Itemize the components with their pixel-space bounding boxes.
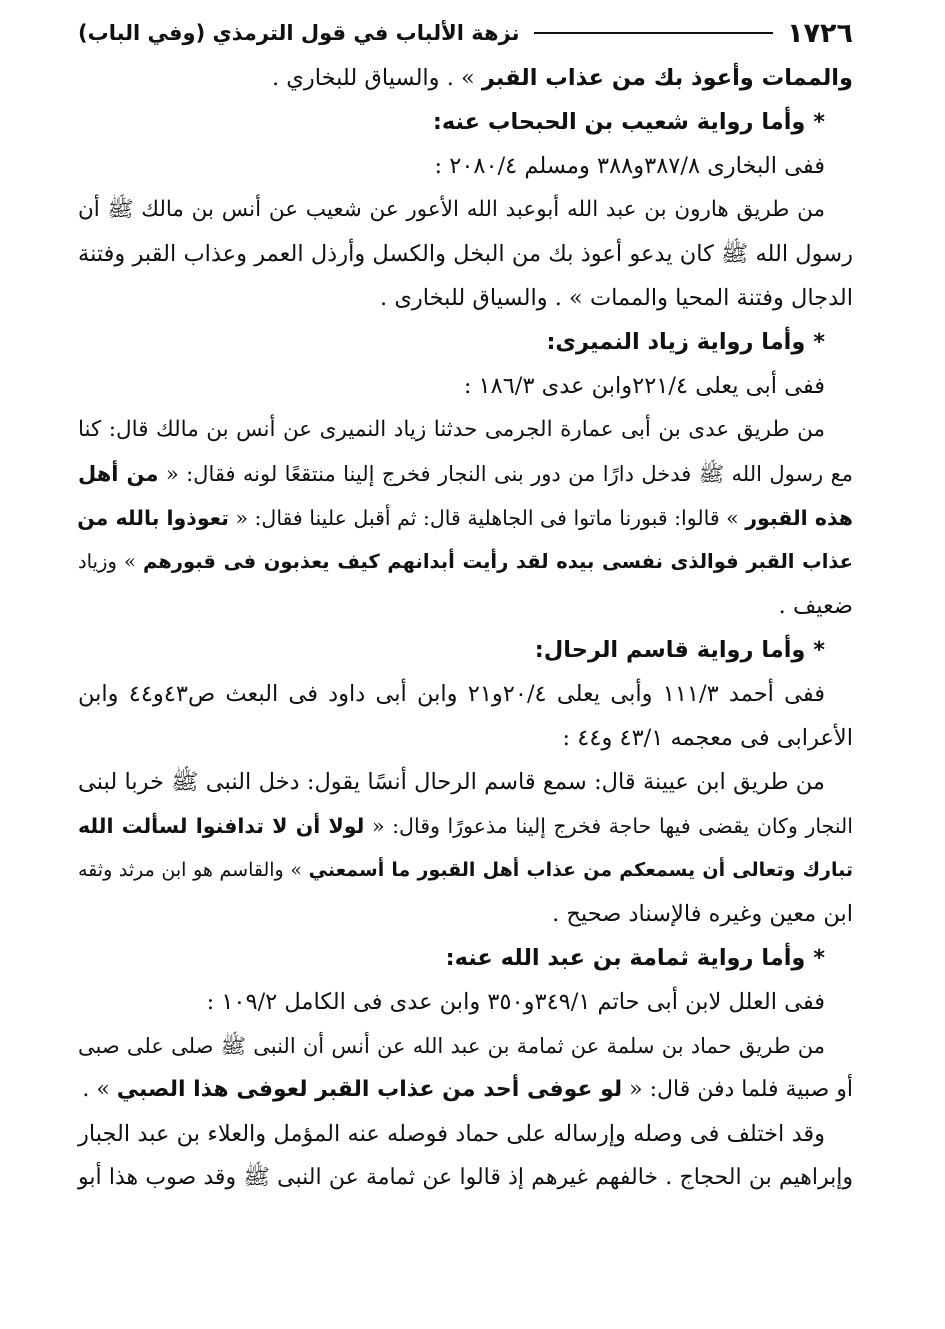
source-line [78,716,853,760]
section-heading [78,628,853,672]
plain-text: ففى البخارى ٣٨٧/٨و٣٨٨ ومسلم ٢٠٨٠/٤ : [434,153,825,179]
text-line [78,408,853,452]
plain-text: رسول الله ﷺ كان يدعو أعوذ بك من البخل والكسل وأرذل العمر وعذاب القبر وفتنة [78,241,853,267]
text-line [78,276,853,320]
plain-text: وقد اختلف فى وصله وإرساله على حماد فوصله عنه المؤمل والعلاء بن عبد الجبار [78,1121,825,1147]
plain-text: الأعرابى فى معجمه ٤٣/١ و٤٤ : [562,725,853,751]
source-line [78,364,853,408]
heading-text: * وأما رواية ثمامة بن عبد الله عنه: [445,945,825,971]
bold-text: تعوذوا بالله من [77,506,229,530]
plain-text: ضعيف . [778,593,853,619]
plain-text: » والقاسم هو ابن مرثد وثقه [78,859,309,881]
page-number: ١٧٢٦ [787,17,853,49]
text-line [78,540,853,584]
plain-text: من طريق ابن عيينة قال: سمع قاسم الرحال أنسًا يقول: دخل النبى ﷺ خربا لبنى [78,769,825,795]
section-heading [78,100,853,144]
page-header [78,16,853,50]
heading-text: * وأما رواية زياد النميرى: [546,329,825,355]
page-body [78,56,853,1200]
plain-text: الدجال وفتنة المحيا والممات » . والسياق للبخارى . [380,285,853,311]
plain-text: » . والسياق للبخاري . [271,65,482,91]
bold-text: هذه القبور [745,506,853,530]
header-rule [534,32,774,34]
book-page [78,16,853,1316]
plain-text: أو صبية فلما دفن قال: « [622,1077,853,1102]
plain-text: ففى أبى يعلى ٢٢١/٤وابن عدى ١٨٦/٣ : [463,373,825,399]
plain-text: وإبراهيم بن الحجاج . خالفهم غيرهم إذ قالوا عن ثمامة عن النبى ﷺ وقد صوب هذا أبو [78,1165,853,1190]
running-title: نزهة الألباب في قول الترمذي (وفي الباب) [78,21,520,45]
text-line [78,892,853,936]
text-line [78,56,853,100]
text-line [78,452,853,496]
source-line [78,980,853,1024]
plain-text: ففى أحمد ١١١/٣ وأبى يعلى ٢٠/٤و٢١ وابن أبى داود فى البعث ص٤٣و٤٤ وابن [78,681,825,707]
plain-text: » وزياد [78,550,143,573]
bold-text: لولا أن لا تدافنوا لسألت الله [78,814,365,838]
plain-text: » قالوا: قبورنا ماتوا فى الجاهلية قال: ثم أقبل علينا فقال: « [228,506,746,530]
plain-text: من طريق حماد بن سلمة عن ثمامة بن عبد الله عن أنس أن النبى ﷺ صلى على صبى [78,1034,825,1058]
plain-text: ففى العلل لابن أبى حاتم ٣٤٩/١و٣٥٠ وابن عدى فى الكامل ١٠٩/٢ : [206,989,825,1015]
plain-text: مع رسول الله ﷺ فدخل دارًا من دور بنى النجار فخرج إلينا منتقعًا لونه فقال: « [158,462,854,486]
plain-text: من طريق هارون بن عبد الله أبوعبد الله الأعور عن شعيب عن أنس بن مالك ﷺ أن [78,197,825,222]
text-line [78,1112,853,1156]
section-heading [78,320,853,364]
heading-text: * وأما رواية قاسم الرحال: [534,637,825,663]
bold-text: من أهل [78,462,159,486]
plain-text: النجار وكان يقضى فيها حاجة فخرج إلينا مذعورًا وقال: « [364,814,853,838]
bold-text: تبارك وتعالى أن يسمعكم من عذاب أهل القبور ما أسمعني [308,859,853,881]
source-line [78,672,853,716]
text-line [78,584,853,628]
plain-text: من طريق عدى بن أبى عمارة الجرمى حدثنا زياد النميرى عن أنس بن مالك قال: كنا [78,417,825,442]
text-line [78,804,853,848]
text-line [78,848,853,892]
text-line [78,232,853,276]
text-line [78,1068,853,1112]
bold-text: لو عوفى أحد من عذاب القبر لعوفى هذا الصبي [116,1077,623,1102]
source-line [78,144,853,188]
bold-text: والممات وأعوذ بك من عذاب القبر [481,65,853,91]
section-heading [78,936,853,980]
heading-text: * وأما رواية شعيب بن الحبحاب عنه: [432,109,825,135]
plain-text: » . [82,1077,117,1102]
bold-text: عذاب القبر فوالذى نفسى بيده لقد رأيت أبدانهم كيف يعذبون فى قبورهم [142,550,853,573]
text-line [78,188,853,232]
text-line [78,760,853,804]
plain-text: ابن معين وغيره فالإسناد صحيح . [552,901,853,927]
text-line [78,1024,853,1068]
text-line [78,1156,853,1200]
text-line [78,496,853,540]
